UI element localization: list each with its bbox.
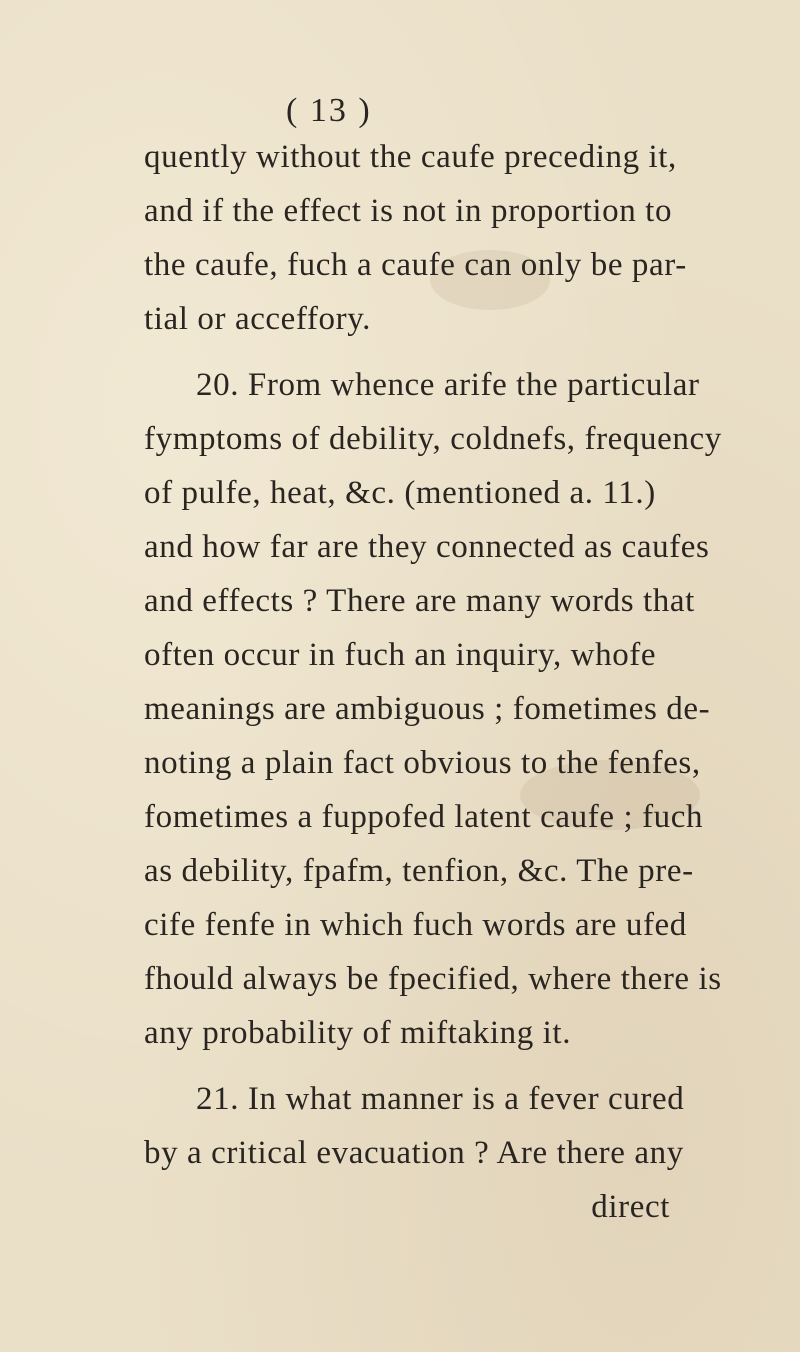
paragraph-20-first-line: 20. From whence arife the particular <box>196 367 700 403</box>
text-line: and effects ? There are many words that <box>144 583 695 619</box>
text-line: of pulfe, heat, &c. (mentioned a. 11.) <box>144 475 656 511</box>
text-line: cife fenfe in which fuch words are ufed <box>144 907 687 943</box>
text-line: as debility, fpafm, tenfion, &c. The pre- <box>144 853 694 889</box>
text-line: any probability of miftaking it. <box>144 1015 572 1051</box>
text-line: and if the effect is not in proportion to <box>144 193 673 229</box>
text-line: noting a plain fact obvious to the fenfes, <box>144 745 701 781</box>
text-line: fymptoms of debility, coldnefs, frequency <box>144 421 722 457</box>
text-line: quently without the caufe preceding it, <box>144 139 677 175</box>
page-number: ( 13 ) <box>286 92 372 129</box>
paragraph-21-first-line: 21. In what manner is a fever cured <box>196 1081 685 1117</box>
text-line: the caufe, fuch a caufe can only be par- <box>144 247 687 283</box>
text-line: by a critical evacuation ? Are there any <box>144 1135 684 1171</box>
catchword: direct <box>591 1189 670 1225</box>
text-line: tial or acceffory. <box>144 301 372 337</box>
text-line: fometimes a fuppofed latent caufe ; fuch <box>144 799 704 835</box>
text-line: fhould always be fpecified, where there is <box>144 961 722 997</box>
text-line: often occur in fuch an inquiry, whofe <box>144 637 657 673</box>
text-line: meanings are ambiguous ; fometimes de- <box>144 691 711 727</box>
text-line: and how far are they connected as caufes <box>144 529 710 565</box>
